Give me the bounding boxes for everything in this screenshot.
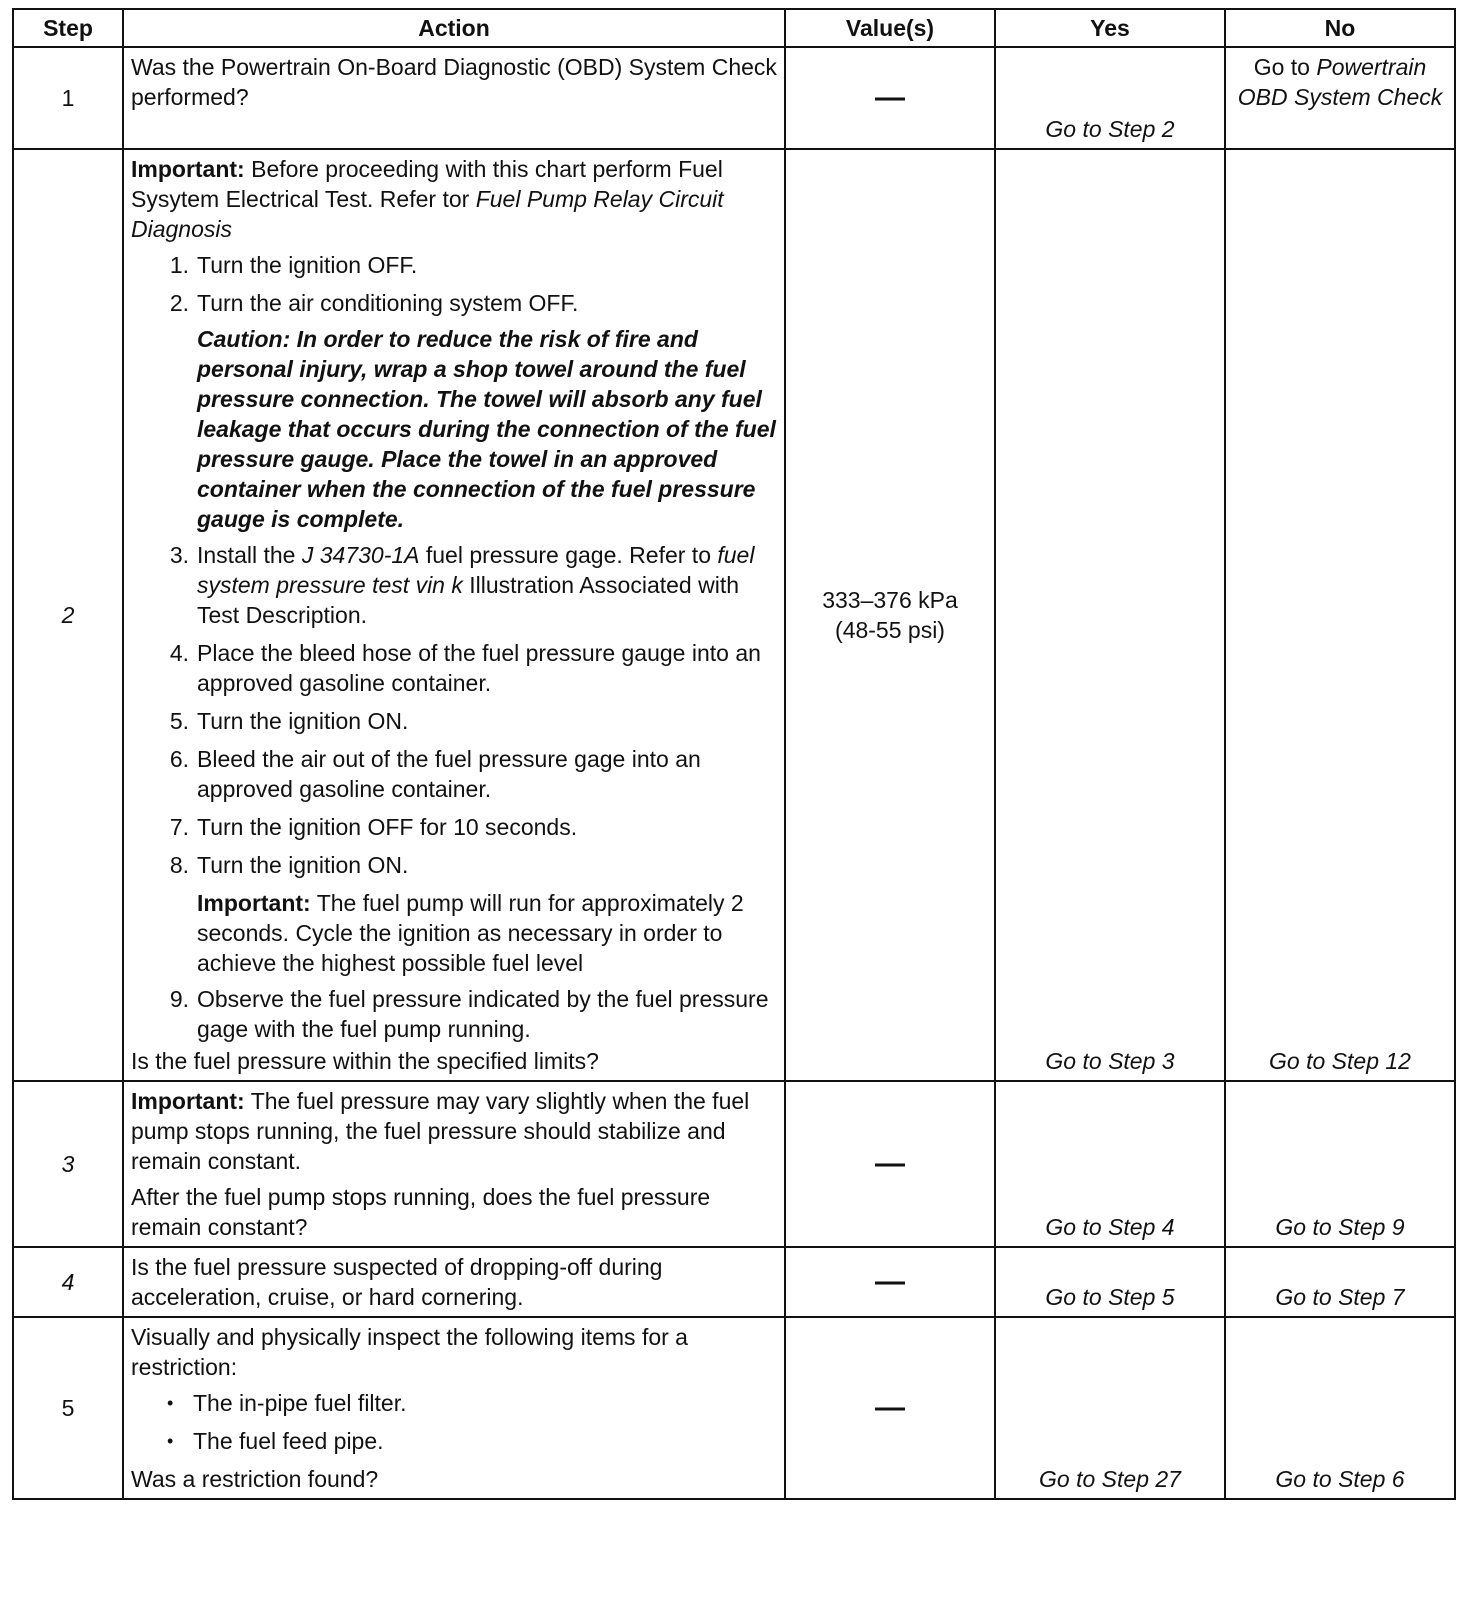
item-text: Turn the ignition ON. bbox=[197, 852, 409, 878]
header-step: Step bbox=[13, 9, 123, 47]
procedure-list bbox=[131, 250, 777, 318]
list-item bbox=[131, 984, 777, 1044]
value-kpa: 333–376 kPa bbox=[822, 587, 958, 613]
list-item bbox=[131, 288, 777, 318]
important-note bbox=[131, 1086, 777, 1176]
action-question: Was a restriction found? bbox=[131, 1466, 379, 1492]
action-cell bbox=[123, 1247, 785, 1317]
list-item bbox=[131, 744, 777, 804]
item-text: Turn the air conditioning system OFF. bbox=[197, 290, 579, 316]
inspection-list bbox=[131, 1388, 777, 1456]
list-item bbox=[131, 812, 777, 842]
item-number: 6. bbox=[169, 746, 189, 772]
table-row bbox=[13, 47, 1455, 149]
item-text: Illustration Associated with Test Description. bbox=[197, 572, 739, 628]
important-label: Important: bbox=[197, 890, 311, 916]
important-text: The fuel pump will run for approximately 2 seconds. Cycle the ignition as necessary in order to achieve the highest possible fuel level bbox=[197, 890, 744, 976]
list-item bbox=[131, 250, 777, 280]
item-text: Observe the fuel pressure indicated by the fuel pressure gage with the fuel pump running. bbox=[197, 986, 769, 1042]
value-cell bbox=[785, 47, 995, 149]
step-number: 4 bbox=[13, 1247, 123, 1317]
action-cell bbox=[123, 1081, 785, 1247]
table-row bbox=[13, 1247, 1455, 1317]
no-prefix: Go to bbox=[1253, 54, 1310, 80]
item-text: Place the bleed hose of the fuel pressure gauge into an approved gasoline container. bbox=[197, 640, 761, 696]
list-item: • The in-pipe fuel filter. bbox=[131, 1388, 777, 1418]
yes-link[interactable]: Go to Step 27 bbox=[995, 1317, 1225, 1499]
action-question: Was the Powertrain On-Board Diagnostic (OBD) System Check performed? bbox=[131, 54, 777, 110]
list-item: • The fuel feed pipe. bbox=[131, 1426, 777, 1456]
step-number: 1 bbox=[13, 47, 123, 149]
step-number: 5 bbox=[13, 1317, 123, 1499]
important-text: The fuel pressure may vary slightly when the fuel pump stops running, the fuel pressure should stabilize and remain constant. bbox=[131, 1088, 750, 1174]
value-cell bbox=[785, 1317, 995, 1499]
list-item bbox=[131, 850, 777, 880]
value-dash: — bbox=[875, 1390, 905, 1424]
step-number: 3 bbox=[13, 1081, 123, 1247]
item-number: 8. bbox=[169, 852, 189, 878]
table-row bbox=[13, 1081, 1455, 1247]
yes-link[interactable]: Go to Step 4 bbox=[995, 1081, 1225, 1247]
item-number: 4. bbox=[169, 640, 189, 666]
value-cell bbox=[785, 1081, 995, 1247]
procedure-list bbox=[131, 984, 777, 1044]
important-label: Important: bbox=[131, 1088, 245, 1114]
no-link[interactable] bbox=[1225, 47, 1455, 149]
item-text: Turn the ignition ON. bbox=[197, 708, 409, 734]
no-link[interactable]: Go to Step 9 bbox=[1225, 1081, 1455, 1247]
caution-note: Caution: In order to reduce the risk of fire and personal injury, wrap a shop towel around the fuel pressure connection. The towel will absorb any fuel leakage that occurs during the connection of the fuel pressure gauge. Place the towel in an approved container when the connection of the fuel pressure gauge is complete. bbox=[197, 326, 776, 532]
no-link[interactable]: Go to Step 12 bbox=[1225, 149, 1455, 1081]
header-row bbox=[13, 9, 1455, 47]
important-note bbox=[197, 888, 777, 978]
value-dash: — bbox=[875, 1146, 905, 1180]
action-cell bbox=[123, 47, 785, 149]
list-item bbox=[131, 540, 777, 630]
item-number: 7. bbox=[169, 814, 189, 840]
important-note bbox=[131, 154, 777, 244]
table-row bbox=[13, 149, 1455, 1081]
item-number: 5. bbox=[169, 708, 189, 734]
list-item bbox=[131, 706, 777, 736]
value-dash: — bbox=[875, 1264, 905, 1298]
action-intro: Visually and physically inspect the following items for a restriction: bbox=[131, 1324, 688, 1380]
list-item bbox=[131, 638, 777, 698]
value-cell bbox=[785, 149, 995, 1081]
item-number: 3. bbox=[169, 542, 189, 568]
item-text: fuel pressure gage. Refer to bbox=[425, 542, 711, 568]
procedure-reference[interactable]: fuel system pressure test vin k bbox=[197, 542, 755, 598]
item-text: Turn the ignition OFF for 10 seconds. bbox=[197, 814, 578, 840]
diagnostic-table bbox=[12, 8, 1456, 1500]
action-question: Is the fuel pressure within the specified limits? bbox=[131, 1048, 599, 1074]
value-dash: — bbox=[875, 80, 905, 114]
header-yes: Yes bbox=[995, 9, 1225, 47]
tool-reference[interactable]: J 34730-1A bbox=[301, 542, 420, 568]
action-cell bbox=[123, 1317, 785, 1499]
item-number: 1. bbox=[169, 252, 189, 278]
procedure-list bbox=[131, 540, 777, 880]
yes-link[interactable]: Go to Step 2 bbox=[995, 47, 1225, 149]
action-question: After the fuel pump stops running, does the fuel pressure remain constant? bbox=[131, 1184, 711, 1240]
no-link[interactable]: Go to Step 7 bbox=[1225, 1247, 1455, 1317]
step-number: 2 bbox=[13, 149, 123, 1081]
item-text: Bleed the air out of the fuel pressure gage into an approved gasoline container. bbox=[197, 746, 701, 802]
important-reference[interactable]: Fuel Pump Relay Circuit Diagnosis bbox=[131, 186, 724, 242]
value-cell bbox=[785, 1247, 995, 1317]
header-action: Action bbox=[123, 9, 785, 47]
no-link[interactable]: Go to Step 6 bbox=[1225, 1317, 1455, 1499]
value-psi: (48-55 psi) bbox=[835, 617, 945, 643]
item-text: Install the bbox=[197, 542, 296, 568]
item-text: Turn the ignition OFF. bbox=[197, 252, 418, 278]
important-text: Before proceeding with this chart perform Fuel Sysytem Electrical Test. Refer tor bbox=[131, 156, 723, 212]
action-cell bbox=[123, 149, 785, 1081]
yes-link[interactable]: Go to Step 3 bbox=[995, 149, 1225, 1081]
item-number: 9. bbox=[169, 986, 189, 1012]
yes-link[interactable]: Go to Step 5 bbox=[995, 1247, 1225, 1317]
important-label: Important: bbox=[131, 156, 245, 182]
no-reference[interactable]: Powertrain OBD System Check bbox=[1237, 54, 1443, 110]
header-no: No bbox=[1225, 9, 1455, 47]
action-question: Is the fuel pressure suspected of dropping-off during acceleration, cruise, or hard cornering. bbox=[131, 1254, 663, 1310]
item-number: 2. bbox=[169, 290, 189, 316]
table-row bbox=[13, 1317, 1455, 1499]
header-values: Value(s) bbox=[785, 9, 995, 47]
